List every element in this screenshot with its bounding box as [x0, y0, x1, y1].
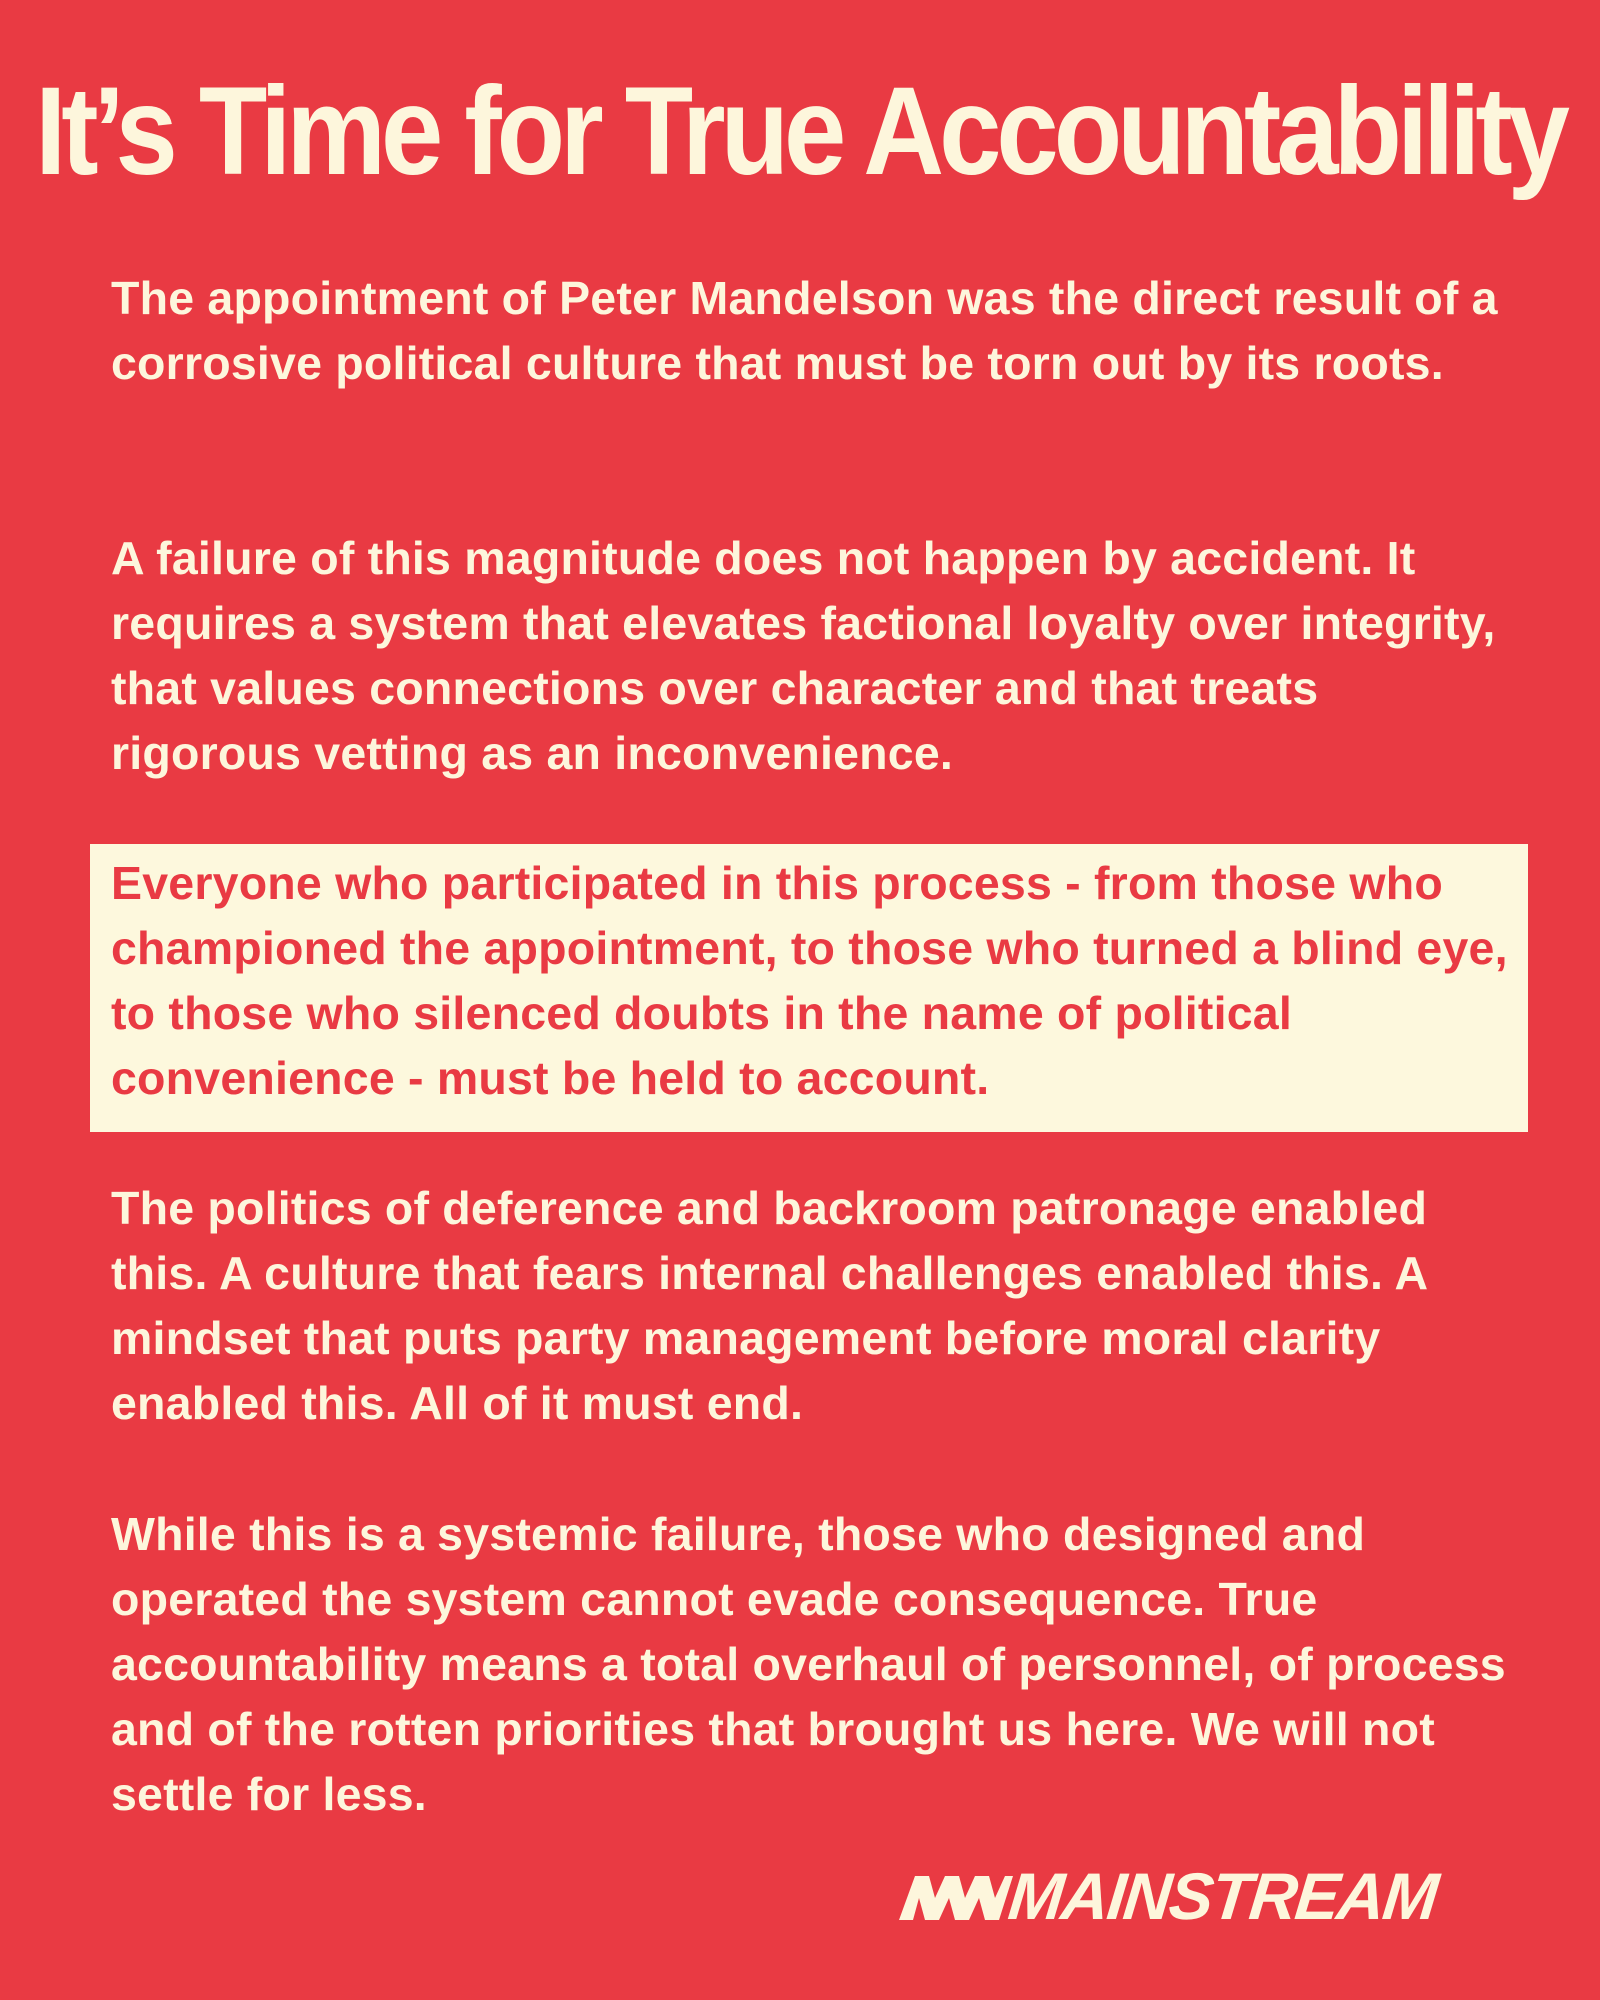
paragraph-intro: The appointment of Peter Mandelson was the direct result of a corrosive political culture that must be torn out by its roots. — [111, 272, 1498, 389]
paragraph-highlight: Everyone who participated in this process - from those who championed the appointment, to those who turned a blind eye, to those who silenced doubts in the name of political convenience - must be held to account. — [111, 857, 1508, 1104]
paragraph-conclusion: While this is a systemic failure, those who designed and operated the system cannot evade consequence. True accountability means a total overhaul of personnel, of process and of the rotten priorities that brought us here. We will not settle for less. — [111, 1508, 1506, 1820]
paragraph-failure: A failure of this magnitude does not happen by accident. It requires a system that elevates factional loyalty over integrity, that values connections over character and that treats rigorous vetting as an inconvenience. — [111, 532, 1496, 779]
paragraph-politics: The politics of deference and backroom patronage enabled this. A culture that fears internal challenges enabled this. A mindset that puts party management before moral clarity enabled this. All of it must end. — [111, 1182, 1428, 1429]
wave-logo-icon — [895, 1868, 1013, 1924]
mainstream-logo — [895, 1859, 1495, 1933]
page-title: It’s Time for True Accountability — [35, 60, 1565, 201]
logo-wordmark: MAINSTREAM — [1005, 1859, 1441, 1933]
